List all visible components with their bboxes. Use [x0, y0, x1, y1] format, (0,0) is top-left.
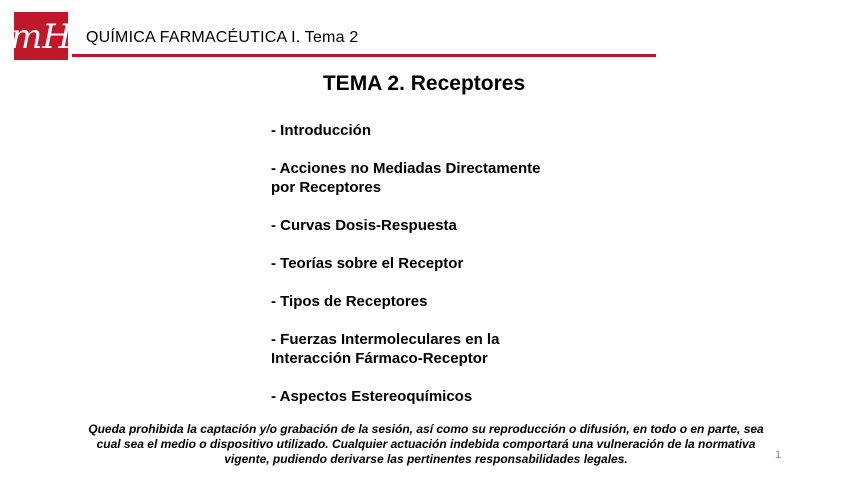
topic-item-tipos-receptores: - Tipos de Receptores: [271, 293, 428, 310]
topic-item-curvas-dosis-respuesta: - Curvas Dosis-Respuesta: [271, 217, 457, 234]
mh-logo-icon: [10, 12, 72, 60]
course-header-title: QUÍMICA FARMACÉUTICA I. Tema 2: [86, 29, 359, 46]
topic-item-acciones-no-mediadas: - Acciones no Mediadas Directamente por Receptores: [271, 160, 541, 196]
page-number: 1: [775, 449, 782, 461]
slide-title: TEMA 2. Receptores: [322, 72, 526, 95]
topic-item-teorias-receptor: - Teorías sobre el Receptor: [271, 255, 464, 272]
topic-item-aspectos-estereoquimicos: - Aspectos Estereoquímicos: [271, 388, 473, 405]
header-divider: [72, 54, 656, 57]
topic-item-introduccion: - Introducción: [271, 122, 371, 139]
logo-lettering: mH: [10, 17, 72, 57]
university-logo: [10, 12, 72, 60]
legal-disclaimer: Queda prohibida la captación y/o grabación de la sesión, así como su reproducción o difusión, en todo o en parte, sea cual sea el medio o dispositivo utilizado. Cualquier actuación indebida comportará una vulneración de la normativa vigente, pudiendo derivarse las pertinentes responsabilidades legales.: [88, 422, 764, 466]
topic-list: [271, 121, 601, 425]
topic-item-fuerzas-intermoleculares: - Fuerzas Intermoleculares en la Interacción Fármaco-Receptor: [271, 331, 500, 367]
